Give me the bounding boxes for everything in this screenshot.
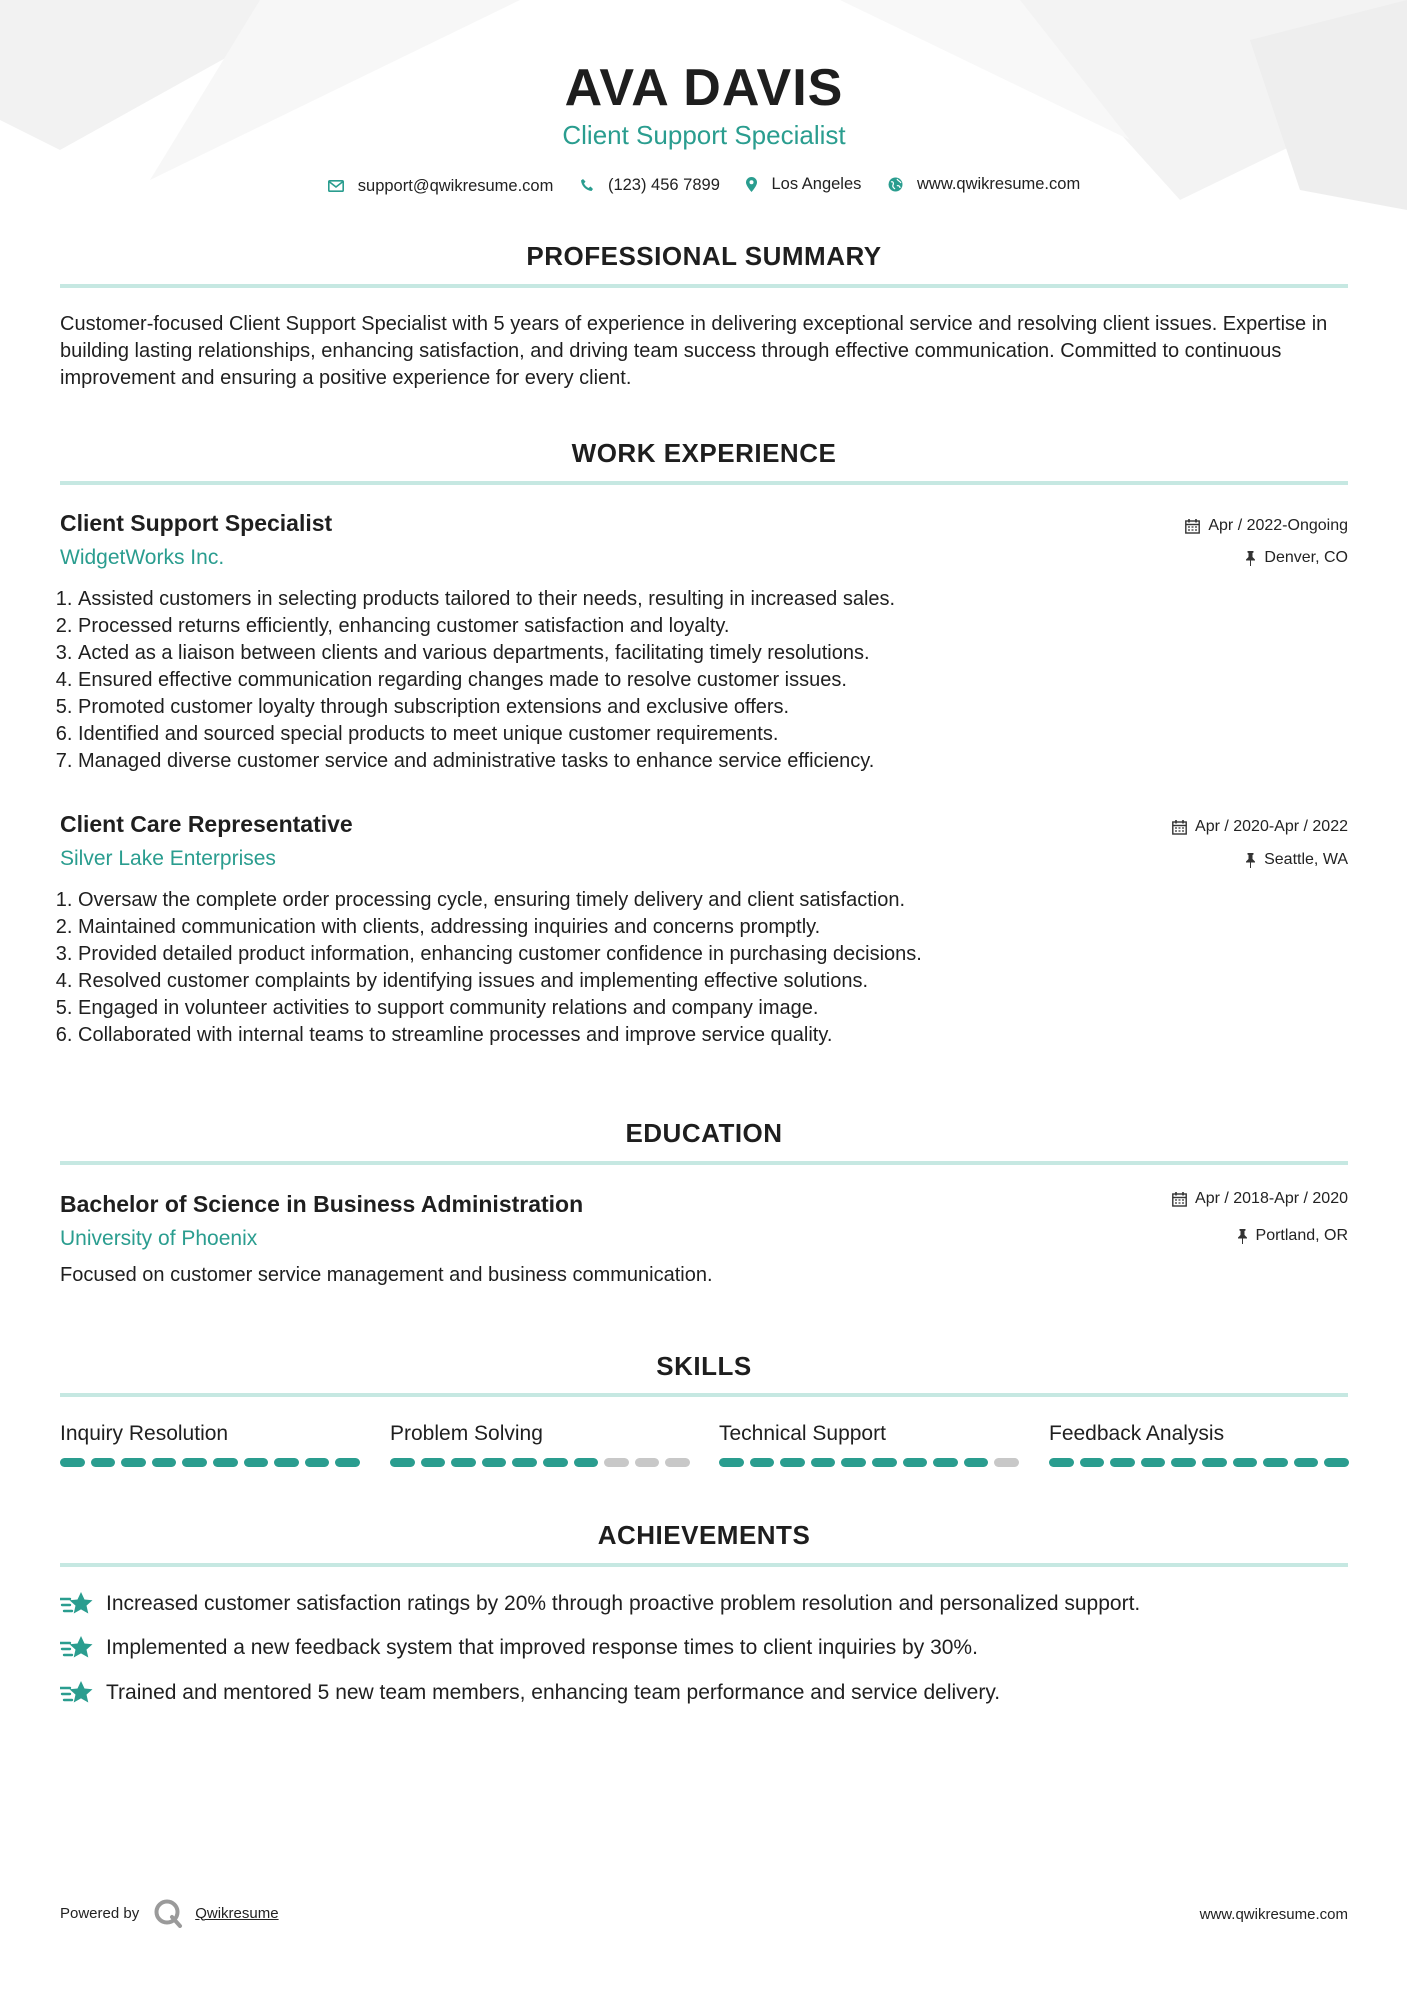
phone-icon: [580, 178, 594, 192]
skill-segment-filled: [1294, 1458, 1319, 1467]
experience-divider: [60, 481, 1348, 485]
skill-segment-filled: [60, 1458, 85, 1467]
candidate-title: Client Support Specialist: [562, 120, 846, 150]
contact-email-text: support@qwikresume.com: [357, 176, 554, 195]
skills-divider: [60, 1393, 1348, 1397]
job-location-text: Denver, CO: [1264, 549, 1348, 566]
skill-segment-filled: [390, 1458, 415, 1467]
skill-name: Inquiry Resolution: [60, 1422, 229, 1445]
skill-segment-filled: [1202, 1458, 1227, 1467]
summary-divider: [60, 284, 1348, 288]
contact-location-text: Los Angeles: [771, 175, 862, 193]
calendar-icon: [1185, 519, 1200, 534]
contact-website-text: www.qwikresume.com: [916, 175, 1081, 193]
skill-segment-filled: [933, 1458, 958, 1467]
education-divider: [60, 1161, 1348, 1165]
skill-name: Problem Solving: [390, 1422, 543, 1445]
achievement-text: Implemented a new feedback system that improved response times to client inquiries by 30%.: [106, 1636, 978, 1659]
skill-segment-filled: [1263, 1458, 1288, 1467]
job-bullet: 5. Engaged in volunteer activities to support community relations and company image.: [78, 995, 1348, 1022]
job-title: Client Care Representative: [60, 811, 353, 837]
mail-icon: [328, 180, 344, 192]
experience-heading: WORK EXPERIENCE: [571, 438, 837, 468]
job-dates-text: Apr / 2020-Apr / 2022: [1195, 818, 1348, 835]
skill-segment-filled: [512, 1458, 537, 1467]
job-location-text: Seattle, WA: [1264, 851, 1348, 868]
skill-segment-filled: [574, 1458, 599, 1467]
achievement-item: [60, 1590, 1348, 1618]
job-dates: [1185, 515, 1348, 537]
pushpin-icon: [1237, 1229, 1248, 1244]
skill-segment-filled: [305, 1458, 330, 1467]
calendar-icon: [1172, 1192, 1187, 1207]
skill-item: [390, 1420, 690, 1467]
globe-icon: [888, 177, 903, 192]
skill-level-bar: [60, 1458, 360, 1467]
candidate-name: AVA DAVIS: [564, 59, 844, 117]
footer-website[interactable]: www.qwikresume.com: [1199, 1906, 1348, 1923]
job-bullet: 3. Provided detailed product information, enhancing customer confidence in purchasing decisions.: [78, 941, 1348, 968]
skill-segment-filled: [1171, 1458, 1196, 1467]
footer-powered-by: [60, 1898, 279, 1928]
skill-level-bar: [719, 1458, 1019, 1467]
skill-segment-filled: [274, 1458, 299, 1467]
school-name: University of Phoenix: [60, 1227, 258, 1250]
job-bullet: 4. Ensured effective communication regarding changes made to resolve customer issues.: [78, 667, 1348, 694]
skill-segment-filled: [335, 1458, 360, 1467]
skill-segment-filled: [1049, 1458, 1074, 1467]
calendar-icon: [1172, 820, 1187, 835]
skill-segment-filled: [1141, 1458, 1166, 1467]
education-description: Focused on customer service management and business communication.: [60, 1264, 713, 1286]
skill-segment-filled: [1324, 1458, 1349, 1467]
skill-segment-filled: [451, 1458, 476, 1467]
skill-segment-filled: [872, 1458, 897, 1467]
skill-segment-filled: [182, 1458, 207, 1467]
skill-segment-filled: [841, 1458, 866, 1467]
job-bullet: 6. Identified and sourced special products to meet unique customer requirements.: [78, 721, 1348, 748]
skill-segment-filled: [811, 1458, 836, 1467]
job-company: Silver Lake Enterprises: [60, 847, 276, 870]
skill-segment-filled: [964, 1458, 989, 1467]
star-badge-icon: [60, 1634, 94, 1662]
degree-title: Bachelor of Science in Business Administration: [60, 1191, 584, 1217]
skill-item: [719, 1420, 1019, 1467]
skill-level-bar: [1049, 1458, 1349, 1467]
powered-by-label: Powered by: [60, 1904, 140, 1922]
star-badge-icon: [60, 1590, 94, 1618]
job-bullet: 1. Oversaw the complete order processing cycle, ensuring timely delivery and client satisfaction.: [78, 887, 1348, 914]
education-heading: EDUCATION: [625, 1118, 783, 1148]
skill-segment-filled: [421, 1458, 446, 1467]
skill-segment-empty: [604, 1458, 629, 1467]
skill-segment-filled: [750, 1458, 775, 1467]
contact-phone-text: (123) 456 7899: [607, 175, 720, 194]
pushpin-icon: [1245, 551, 1256, 566]
skill-item: [60, 1420, 360, 1467]
skill-segment-filled: [903, 1458, 928, 1467]
skill-segment-filled: [91, 1458, 116, 1467]
summary-text: Customer-focused Client Support Specialist with 5 years of experience in delivering exceptional service and resolving client issues. Expertise in building lasting relationships, enhancing satisfaction, and driving team success through effective communication. Committed to continuous improvement and ensuring a positive experience for every client.: [60, 313, 1328, 389]
education-dates-text: Apr / 2018-Apr / 2020: [1195, 1190, 1348, 1207]
qwikresume-link[interactable]: Qwikresume: [195, 1904, 279, 1922]
skill-segment-filled: [543, 1458, 568, 1467]
achievements-divider: [60, 1563, 1348, 1567]
skill-segment-filled: [1080, 1458, 1105, 1467]
summary-heading: PROFESSIONAL SUMMARY: [526, 241, 882, 271]
achievement-item: [60, 1679, 1348, 1707]
skill-segment-filled: [1233, 1458, 1258, 1467]
skills-heading: SKILLS: [656, 1351, 752, 1381]
job-bullet: 6. Collaborated with internal teams to streamline processes and improve service quality.: [78, 1022, 1348, 1049]
job-bullet: 2. Processed returns efficiently, enhancing customer satisfaction and loyalty.: [78, 613, 1348, 640]
contact-email[interactable]: [328, 174, 554, 198]
star-badge-icon: [60, 1679, 94, 1707]
contact-bar: [60, 172, 1348, 199]
skill-segment-filled: [719, 1458, 744, 1467]
skill-segment-empty: [994, 1458, 1019, 1467]
job-bullets: [60, 586, 1348, 775]
job-dates: [1172, 816, 1348, 838]
skill-item: [1049, 1420, 1349, 1467]
skill-name: Feedback Analysis: [1049, 1422, 1225, 1445]
achievement-item: [60, 1634, 1348, 1662]
skill-segment-filled: [1110, 1458, 1135, 1467]
achievements-heading: ACHIEVEMENTS: [597, 1520, 811, 1550]
contact-website[interactable]: [888, 172, 1080, 196]
job-bullet: 2. Maintained communication with clients, addressing inquiries and concerns promptly.: [78, 914, 1348, 941]
skill-name: Technical Support: [719, 1422, 886, 1445]
job-location: [1245, 849, 1348, 871]
skill-segment-empty: [635, 1458, 660, 1467]
skill-segment-filled: [213, 1458, 238, 1467]
achievement-text: Trained and mentored 5 new team members, enhancing team performance and service delivery.: [106, 1681, 1001, 1704]
skill-segment-empty: [665, 1458, 690, 1467]
map-pin-icon: [746, 177, 757, 192]
job-dates-text: Apr / 2022-Ongoing: [1208, 517, 1348, 534]
skill-segment-filled: [244, 1458, 269, 1467]
job-bullet: 3. Acted as a liaison between clients and various departments, facilitating timely resolutions.: [78, 640, 1348, 667]
achievement-text: Increased customer satisfaction ratings by 20% through proactive problem resolution and personalized support.: [106, 1592, 1141, 1615]
skill-segment-filled: [121, 1458, 146, 1467]
job-bullets: [60, 887, 1348, 1049]
contact-phone[interactable]: [580, 173, 720, 197]
contact-location: [746, 172, 861, 196]
job-company: WidgetWorks Inc.: [60, 546, 225, 569]
education-location: [1237, 1225, 1348, 1247]
job-bullet: 4. Resolved customer complaints by identifying issues and implementing effective solutions.: [78, 968, 1348, 995]
skill-segment-filled: [482, 1458, 507, 1467]
skill-level-bar: [390, 1458, 690, 1467]
job-bullet: 7. Managed diverse customer service and administrative tasks to enhance service efficiency.: [78, 748, 1348, 775]
qwikresume-logo-icon: [153, 1898, 183, 1928]
education-dates: [1172, 1188, 1348, 1210]
skill-segment-filled: [780, 1458, 805, 1467]
skill-segment-filled: [152, 1458, 177, 1467]
education-location-text: Portland, OR: [1255, 1227, 1348, 1244]
job-location: [1245, 547, 1348, 569]
job-title: Client Support Specialist: [60, 510, 333, 536]
job-bullet: 1. Assisted customers in selecting products tailored to their needs, resulting in increased sales.: [78, 586, 1348, 613]
job-bullet: 5. Promoted customer loyalty through subscription extensions and exclusive offers.: [78, 694, 1348, 721]
pushpin-icon: [1245, 853, 1256, 868]
